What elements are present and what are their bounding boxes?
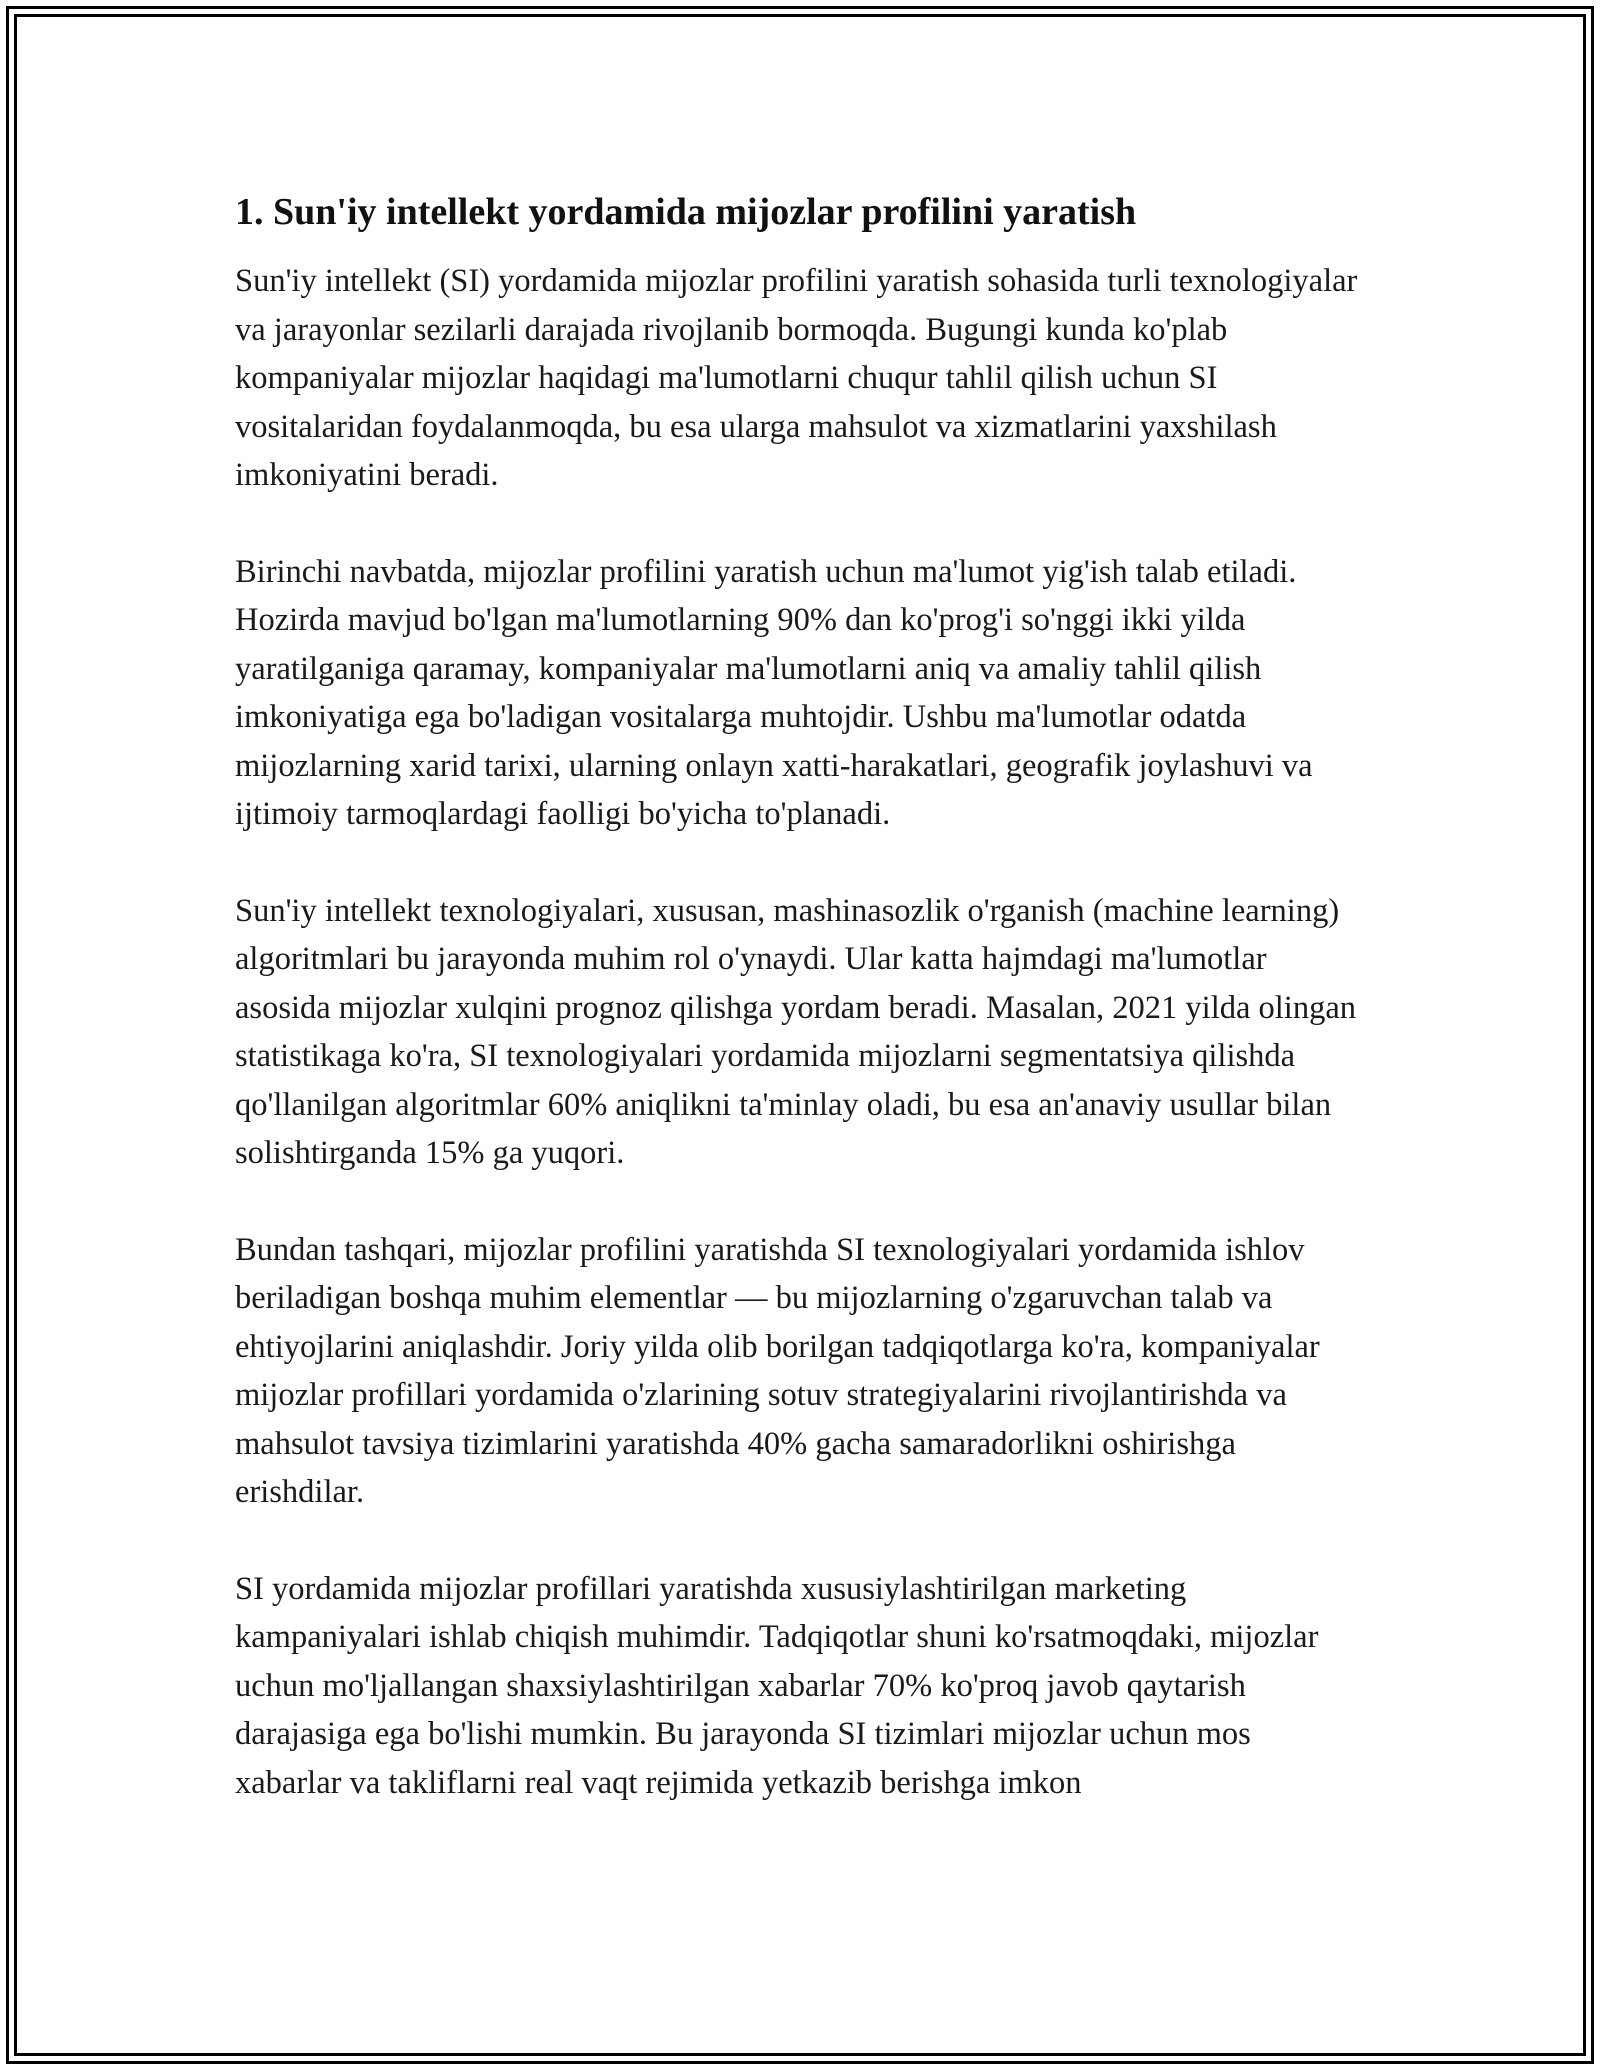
document-body [235,187,1365,1855]
paragraph-2: Birinchi navbatda, mijozlar profilini yaratish uchun ma'lumot yig'ish talab etiladi. Hozirda mavjud bo'lgan ma'lumotlarning 90% dan ko'prog'i so'nggi ikki yilda yaratilganiga qaramay, kompaniyalar ma'lumotlarni aniq va amaliy tahlil qilish imkoniyatiga ega bo'ladigan vositalarga muhtojdir. Ushbu ma'lumotlar odatda mijozlarning xarid tarixi, ularning onlayn xatti-harakatlari, geografik joylashuvi va ijtimoiy tarmoqlardagi faolligi bo'yicha to'planadi. [235,553,1313,832]
paragraph-3: Sun'iy intellekt texnologiyalari, xususan, mashinasozlik o'rganish (machine learning) algoritmlari bu jarayonda muhim rol o'ynaydi. Ular katta hajmdagi ma'lumotlar asosida mijozlar xulqini prognoz qilishga yordam beradi. Masalan, 2021 yilda olingan statistikaga ko'ra, SI texnologiyalari yordamida mijozlarni segmentatsiya qilishda qo'llanilgan algoritmlar 60% aniqlikni ta'minlay oladi, bu esa an'anaviy usullar bilan solishtirganda 15% ga yuqori. [235,892,1357,1171]
paragraph-5: SI yordamida mijozlar profillari yaratishda xususiylashtirilgan marketing kampaniyalari ishlab chiqish muhimdir. Tadqiqotlar shuni ko'rsatmoqdaki, mijozlar uchun mo'ljallangan shaxsiylashtirilgan xabarlar 70% ko'proq javob qaytarish darajasiga ega bo'lishi mumkin. Bu jarayonda SI tizimlari mijozlar uchun mos xabarlar va takliflarni real vaqt rejimida yetkazib berishga imkon [235,1570,1319,1801]
paragraph-4: Bundan tashqari, mijozlar profilini yaratishda SI texnologiyalari yordamida ishlov beriladigan boshqa muhim elementlar — bu mijozlarning o'zgaruvchan talab va ehtiyojlarini aniqlashdir. Joriy yilda olib borilgan tadqiqotlarga ko'ra, kompaniyalar mijozlar profillari yordamida o'zlarining sotuv strategiyalarini rivojlantirishda va mahsulot tavsiya tizimlarini yaratishda 40% gacha samaradorlikni oshirishga erishdilar. [235,1231,1320,1510]
paragraph-1: Sun'iy intellekt (SI) yordamida mijozlar profilini yaratish sohasida turli texnologiyalar va jarayonlar sezilarli darajada rivojlanib bormoqda. Bugungi kunda ko'plab kompaniyalar mijozlar haqidagi ma'lumotlarni chuqur tahlil qilish uchun SI vositalaridan foydalanmoqda, bu esa ularga mahsulot va xizmatlarini yaxshilash imkoniyatini beradi. [235,263,1358,493]
section-heading: 1. Sun'iy intellekt yordamida mijozlar profilini yaratish [235,191,1137,233]
